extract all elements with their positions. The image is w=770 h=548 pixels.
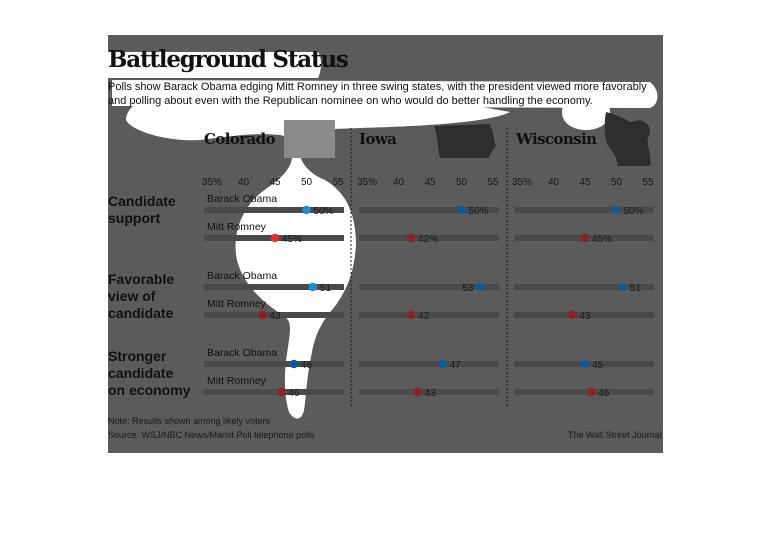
colorado-map-icon <box>284 120 335 158</box>
dot-colorado-0-obama <box>302 206 310 214</box>
track-colorado-2-romney <box>204 389 344 395</box>
value-label-colorado-2-obama: 48 <box>300 360 313 371</box>
tick-label-colorado-3: 50 <box>300 177 313 188</box>
dot-colorado-1-obama <box>309 283 317 291</box>
value-label-wisconsin-2-romney: 46 <box>598 388 610 399</box>
value-label-colorado-1-romney: 43 <box>269 311 281 322</box>
tick-label-wisconsin-3: 50 <box>610 177 623 188</box>
tick-label-wisconsin-2: 45 <box>579 177 591 188</box>
dot-iowa-2-obama <box>438 360 446 368</box>
metric-label-economy: Stronger candidate on economy <box>108 348 191 398</box>
candidate-label-1-obama: Barack Obama <box>207 270 278 282</box>
value-label-iowa-1-obama: 53 <box>462 283 474 294</box>
tick-label-iowa-0: 35% <box>356 177 378 188</box>
value-label-colorado-2-romney: 46 <box>288 388 300 399</box>
dot-colorado-2-romney <box>277 388 285 396</box>
value-label-wisconsin-0-romney: 45% <box>592 234 613 245</box>
candidate-label-1-romney: Mitt Romney <box>207 298 266 310</box>
dot-iowa-0-romney <box>407 234 415 242</box>
value-label-wisconsin-2-obama: 45 <box>592 360 604 371</box>
value-label-colorado-0-romney: 45% <box>282 234 303 245</box>
dot-iowa-1-obama <box>476 283 484 291</box>
dot-wisconsin-2-obama <box>581 360 589 368</box>
state-label-wisconsin: Wisconsin <box>516 130 597 148</box>
dot-iowa-2-romney <box>413 388 421 396</box>
value-label-iowa-2-obama: 47 <box>449 360 461 371</box>
tick-label-wisconsin-0: 35% <box>511 177 533 188</box>
dot-wisconsin-0-romney <box>581 234 589 242</box>
wisconsin-map-icon <box>605 112 651 166</box>
value-label-wisconsin-1-obama: 51 <box>629 283 641 294</box>
tick-label-wisconsin-4: 55 <box>642 177 654 188</box>
footnote: Note: Results shown among likely voters <box>108 416 271 426</box>
metric-label-favorable: Favorable view of candidate <box>108 271 175 321</box>
chart-subtitle: Polls show Barack Obama edging Mitt Romney in three swing states, with the president viewed more favorably and polling about even with the Republican nominee on who would do better handling the economy. <box>108 81 647 107</box>
tick-label-colorado-1: 40 <box>237 177 250 188</box>
value-label-iowa-2-romney: 43 <box>424 388 436 399</box>
candidate-label-2-romney: Mitt Romney <box>207 375 266 387</box>
track-colorado-2-obama <box>204 361 344 367</box>
dot-colorado-1-romney <box>258 311 266 319</box>
candidate-label-0-obama: Barack Obama <box>207 193 278 205</box>
value-label-wisconsin-1-romney: 43 <box>579 311 591 322</box>
value-label-colorado-0-obama: 50% <box>313 206 334 217</box>
dot-wisconsin-2-romney <box>587 388 595 396</box>
track-iowa-2-obama <box>359 361 499 367</box>
state-label-colorado: Colorado <box>204 130 275 148</box>
value-label-iowa-0-romney: 42% <box>418 234 439 245</box>
dot-wisconsin-1-obama <box>619 283 627 291</box>
value-label-iowa-0-obama: 50% <box>468 206 489 217</box>
chart-title: Battleground Status <box>108 46 348 73</box>
dot-colorado-2-obama <box>290 360 298 368</box>
value-label-iowa-1-romney: 42 <box>418 311 430 322</box>
dot-colorado-0-romney <box>271 234 279 242</box>
dot-wisconsin-0-obama <box>612 206 620 214</box>
track-wisconsin-2-romney <box>514 389 654 395</box>
tick-label-iowa-4: 55 <box>487 177 499 188</box>
candidate-label-0-romney: Mitt Romney <box>207 221 266 233</box>
iowa-map-icon <box>434 124 496 158</box>
dot-wisconsin-1-romney <box>568 311 576 319</box>
dot-iowa-1-romney <box>407 311 415 319</box>
tick-label-wisconsin-1: 40 <box>547 177 560 188</box>
dot-iowa-0-obama <box>457 206 465 214</box>
tick-label-colorado-2: 45 <box>269 177 281 188</box>
tick-label-colorado-0: 35% <box>201 177 223 188</box>
tick-label-iowa-1: 40 <box>392 177 405 188</box>
tick-label-iowa-3: 50 <box>455 177 468 188</box>
source-line: Source: WSJ/NBC News/Marist Poll telephone polls <box>108 430 315 440</box>
tick-label-colorado-4: 55 <box>332 177 344 188</box>
tick-label-iowa-2: 45 <box>424 177 436 188</box>
value-label-colorado-1-obama: 51 <box>319 283 331 294</box>
value-label-wisconsin-0-obama: 50% <box>623 206 644 217</box>
candidate-label-2-obama: Barack Obama <box>207 347 278 359</box>
state-label-iowa: Iowa <box>359 130 397 148</box>
metric-label-support: Candidate support <box>108 193 176 226</box>
publisher-credit: The Wall Street Journal <box>568 430 662 440</box>
